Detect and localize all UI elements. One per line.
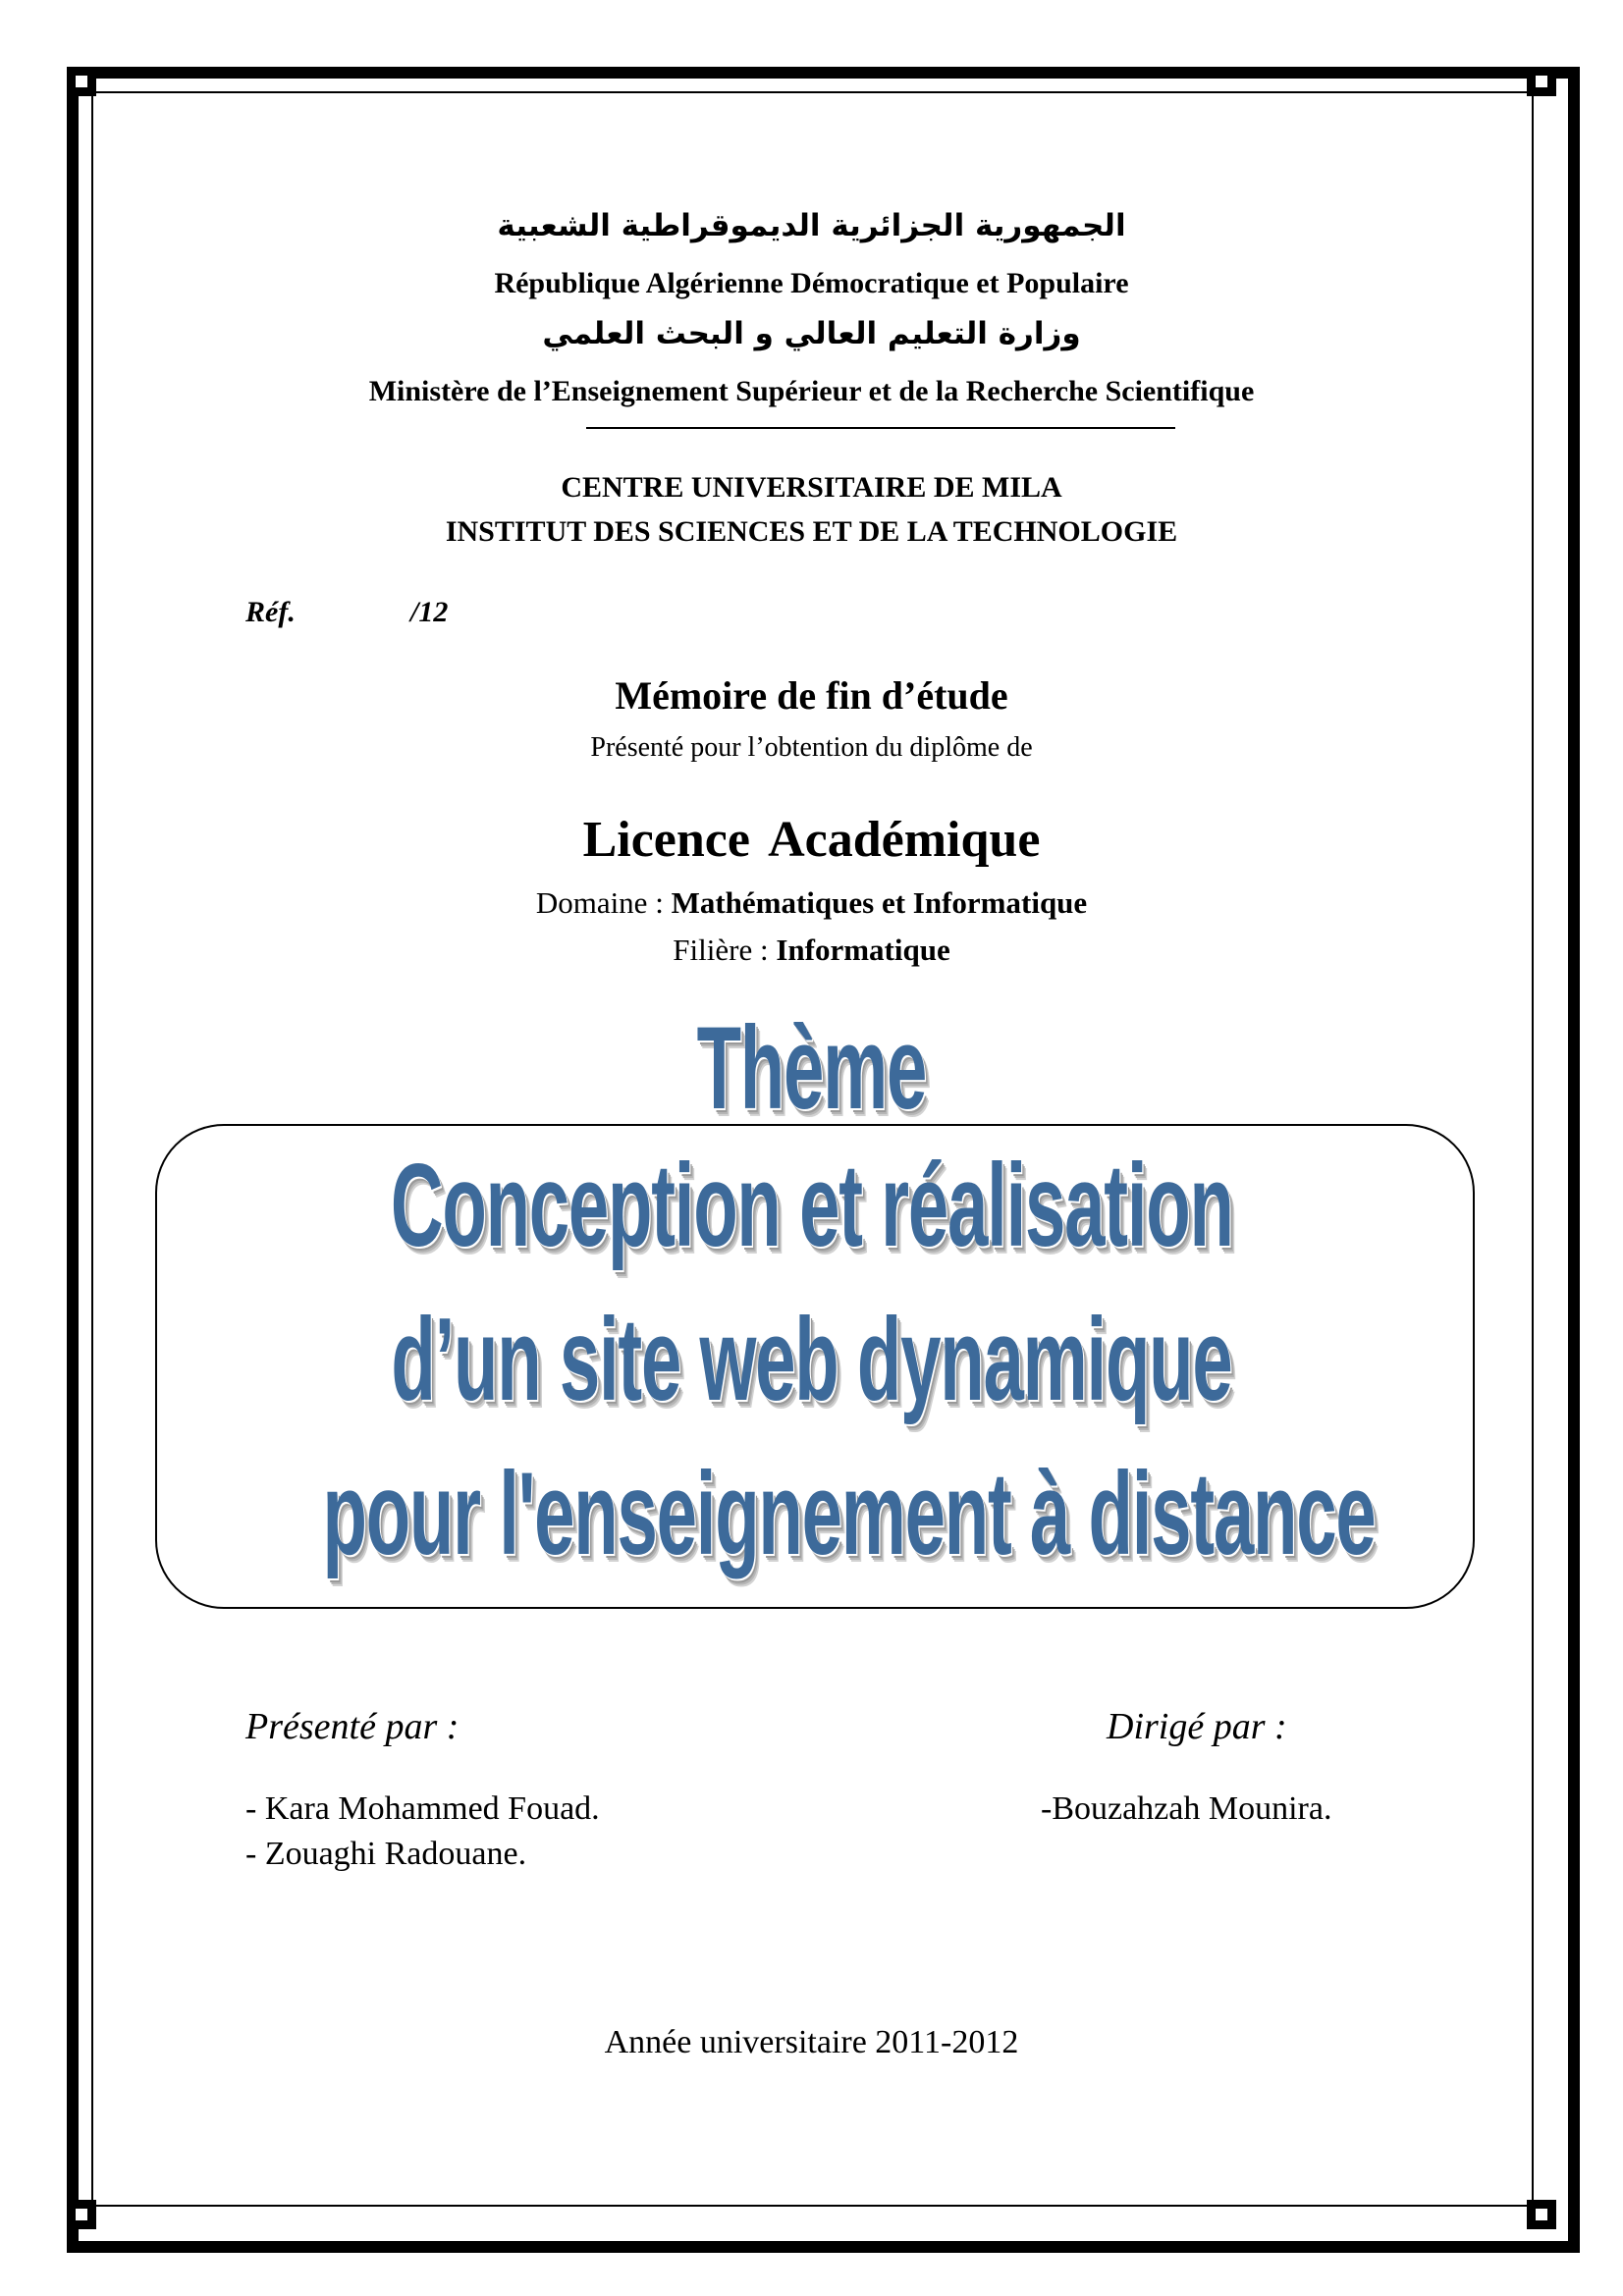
- domaine-line: [0, 885, 1623, 921]
- theme-line-1: Conception et réalisation: [390, 1140, 1233, 1271]
- directed-by-label: Dirigé par :: [1107, 1706, 1287, 1747]
- memoire-subtitle: Présenté pour l’obtention du diplôme de: [590, 732, 1033, 763]
- theme-line-wrapper: [0, 1142, 1623, 1269]
- centre-name: CENTRE UNIVERSITAIRE DE MILA: [561, 471, 1062, 504]
- border-corner-ornament: [67, 2200, 96, 2229]
- filiere-label: Filière :: [673, 933, 777, 967]
- theme-heading-wrapper: [0, 1002, 1623, 1134]
- reference-number: /12: [410, 596, 449, 628]
- border-corner-ornament: [1527, 67, 1556, 96]
- theme-line-2: d’un site web dynamique: [391, 1294, 1232, 1425]
- student-name: - Zouaghi Radouane.: [245, 1836, 527, 1872]
- arabic-ministry-title: وزارة التعليم العالي و البحث العلمي: [542, 316, 1081, 351]
- supervisor-name: -Bouzahzah Mounira.: [1041, 1790, 1332, 1827]
- diploma-title: Licence Académique: [582, 812, 1041, 868]
- student-name: - Kara Mohammed Fouad.: [245, 1790, 600, 1827]
- institut-name: INSTITUT DES SCIENCES ET DE LA TECHNOLOGIE: [445, 515, 1178, 548]
- theme-heading: Thème: [696, 1002, 927, 1134]
- arabic-republic-title: الجمهورية الجزائرية الديموقراطية الشعبية: [497, 208, 1126, 243]
- domaine-label: Domaine :: [535, 885, 672, 920]
- domaine-value: Mathématiques et Informatique: [671, 885, 1088, 920]
- memoire-title: Mémoire de fin d’étude: [615, 673, 1008, 718]
- border-corner-ornament: [67, 67, 96, 96]
- ministry-title: Ministère de l’Enseignement Supérieur et de la Recherche Scientifique: [368, 375, 1255, 407]
- theme-line-wrapper: [0, 1450, 1623, 1577]
- academic-year: Année universitaire 2011-2012: [604, 2024, 1019, 2060]
- reference-label: Réf.: [245, 596, 296, 628]
- border-corner-ornament: [1527, 2200, 1556, 2229]
- header-divider: [586, 427, 1175, 429]
- theme-line-wrapper: [0, 1296, 1623, 1423]
- theme-line-3: pour l'enseignement à distance: [322, 1448, 1376, 1579]
- filiere-value: Informatique: [776, 933, 950, 967]
- presented-by-label: Présenté par :: [245, 1706, 460, 1747]
- republic-title: République Algérienne Démocratique et Populaire: [494, 267, 1129, 299]
- filiere-line: [0, 933, 1623, 968]
